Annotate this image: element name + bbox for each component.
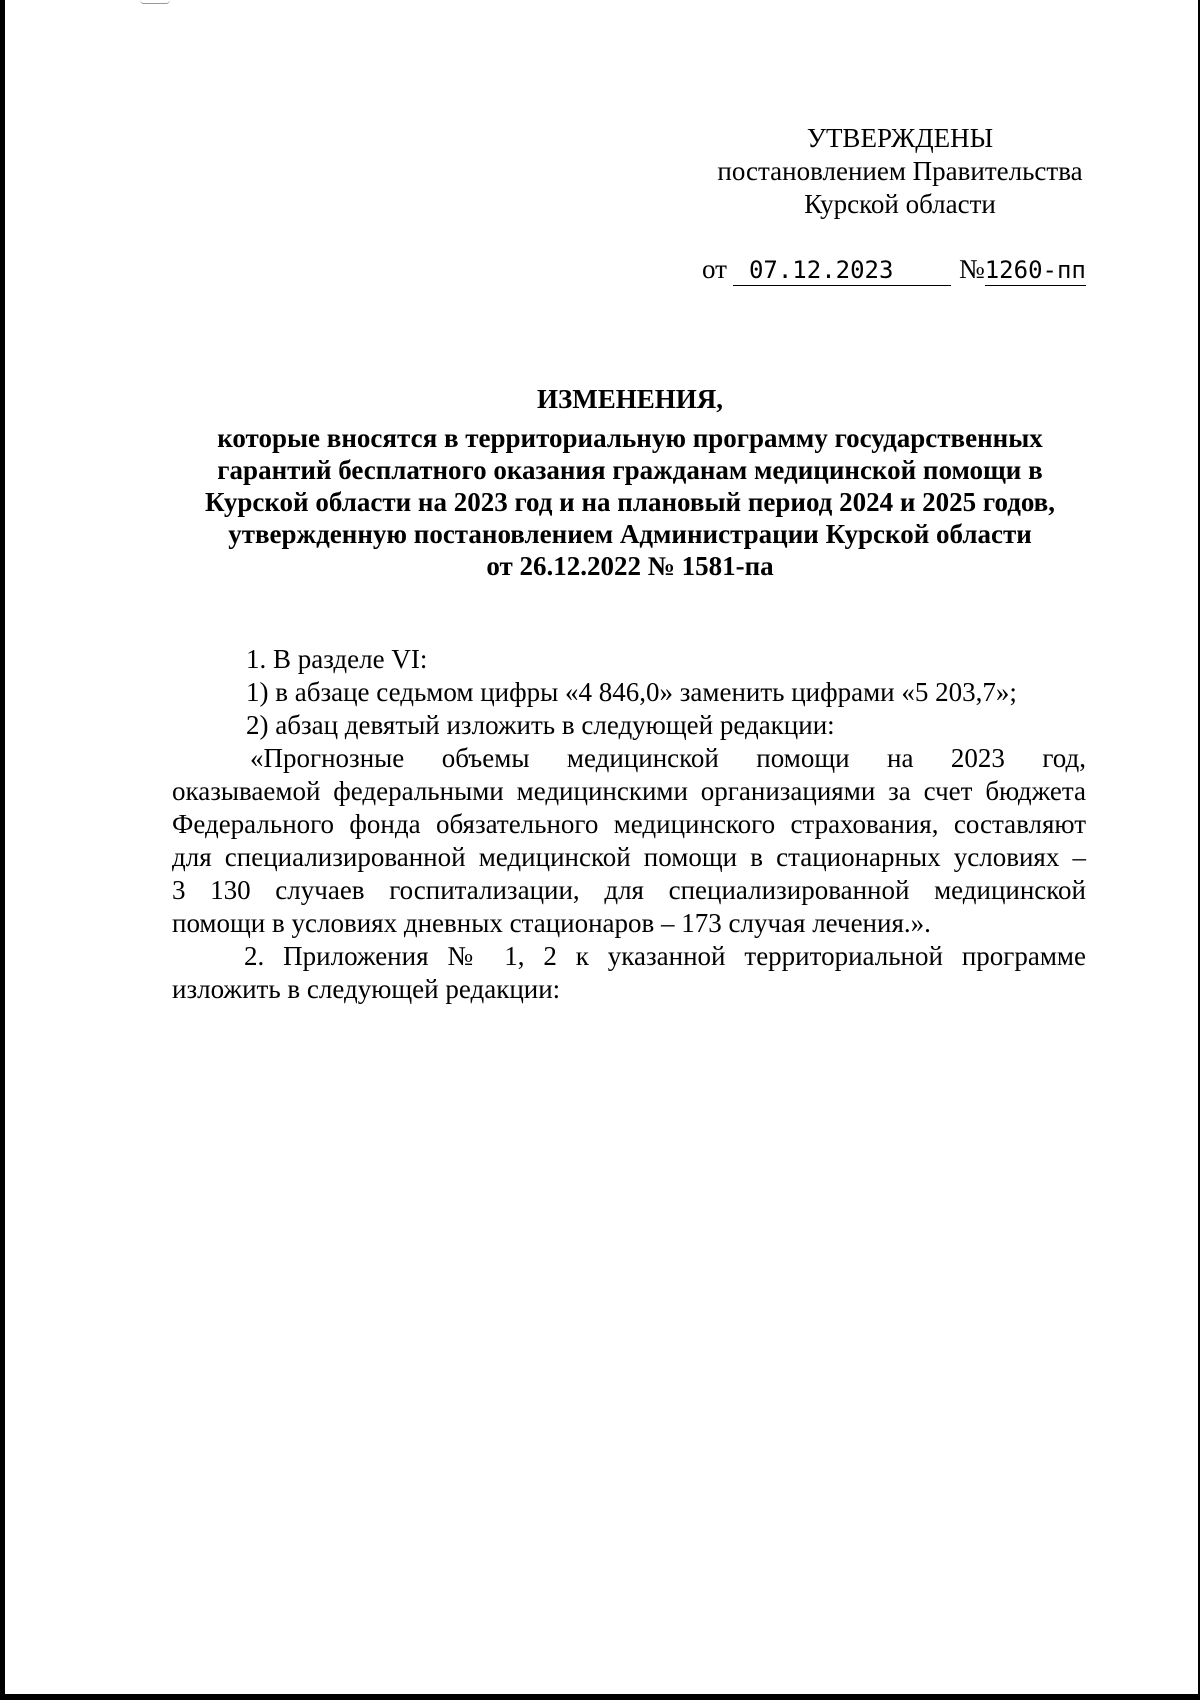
item-1-subitem-2: 2) абзац девятый изложить в следующей редакции: xyxy=(246,710,835,740)
quoted-paragraph xyxy=(172,742,1086,940)
document-body xyxy=(172,643,1086,1006)
scan-edge-bottom xyxy=(0,1694,1200,1700)
scan-mark xyxy=(140,0,170,4)
quote-line-1: «Прогнозные объемы медицинской помощи на 2023 год, xyxy=(250,743,1086,773)
item-1-subitem-1: 1) в абзаце седьмом цифры «4 846,0» заменить цифрами «5 203,7»; xyxy=(246,677,1017,707)
document-title: ИЗМЕНЕНИЯ, xyxy=(536,384,723,414)
quote-line-4: для специализированной медицинской помощи в стационарных условиях – xyxy=(172,842,1086,872)
document-date: 07.12.2023 xyxy=(733,255,951,286)
approval-block xyxy=(690,122,1110,221)
document-number: 1260-пп xyxy=(984,256,1086,284)
title-block xyxy=(170,383,1090,582)
item-2-paragraph xyxy=(172,940,1086,1006)
title-line-4: утвержденную постановлением Администрации Курской области xyxy=(228,519,1032,549)
approval-heading: УТВЕРЖДЕНЫ xyxy=(806,123,994,153)
title-line-5: от 26.12.2022 № 1581-па xyxy=(486,551,774,581)
document-reference xyxy=(702,252,1088,286)
number-label: № xyxy=(958,254,985,284)
scan-edge-left xyxy=(0,0,5,1700)
title-line-3: Курской области на 2023 год и на плановый период 2024 и 2025 годов, xyxy=(204,487,1056,517)
from-label: от xyxy=(702,254,727,284)
title-line-2: гарантий бесплатного оказания гражданам медицинской помощи в xyxy=(217,455,1043,485)
item-1-heading: 1. В разделе VI: xyxy=(246,644,428,674)
quote-line-6: помощи в условиях дневных стационаров – 173 случая лечения.». xyxy=(172,908,931,938)
quote-line-3: Федерального фонда обязательного медицинского страхования, составляют xyxy=(172,809,1086,839)
quote-line-2: оказываемой федеральными медицинскими организациями за счет бюджета xyxy=(172,776,1086,806)
quote-line-5: 3 130 случаев госпитализации, для специализированной медицинской xyxy=(172,875,1086,905)
approval-line-3: Курской области xyxy=(804,189,996,219)
item-2-line-1: 2. Приложения № 1, 2 к указанной территориальной программе xyxy=(244,941,1086,971)
approval-line-2: постановлением Правительства xyxy=(717,156,1083,186)
item-2-line-2: изложить в следующей редакции: xyxy=(172,974,561,1004)
title-line-1: которые вносятся в территориальную программу государственных xyxy=(217,423,1043,453)
